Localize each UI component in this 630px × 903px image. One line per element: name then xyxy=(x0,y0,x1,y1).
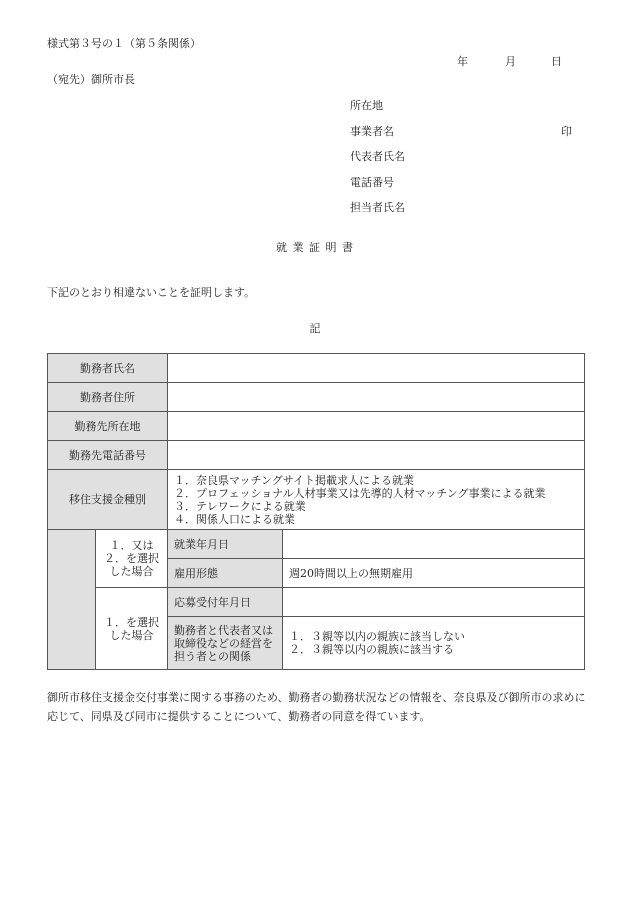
certification-statement: 下記のとおり相違ないことを証明します。 xyxy=(47,286,256,299)
certificate-table xyxy=(47,353,585,670)
indent-spacer xyxy=(48,530,96,670)
date-day: 日 xyxy=(551,55,562,68)
relation-option[interactable]: ２．３親等以内の親族に該当する xyxy=(289,643,454,656)
relation-options[interactable] xyxy=(283,617,585,670)
relation-option[interactable]: １．３親等以内の親族に該当しない xyxy=(289,630,465,643)
subsidy-option[interactable]: ２．プロフェッショナル人材事業又は先導的人材マッチング事業による就業 xyxy=(174,486,546,500)
table-row xyxy=(48,530,585,559)
subsidy-type-label: 移住支援金種別 xyxy=(48,470,168,530)
worker-name-field[interactable] xyxy=(168,354,585,383)
worker-name-label: 勤務者氏名 xyxy=(48,354,168,383)
application-date-field[interactable] xyxy=(283,588,585,617)
subsidy-type-options[interactable] xyxy=(168,470,585,530)
employment-date-label: 就業年月日 xyxy=(168,530,283,559)
subsidy-option[interactable]: ４．関係人口による就業 xyxy=(174,512,295,526)
workplace-address-field[interactable] xyxy=(168,412,585,441)
workplace-phone-field[interactable] xyxy=(168,441,585,470)
employment-type-value: 週20時間以上の無期雇用 xyxy=(283,559,585,588)
consent-note: 御所市移住支援金交付事業に関する事務のため、勤務者の勤務状況などの情報を、奈良県及び御所市の求めに応じて、同県及び同市に提供することについて、勤務者の同意を得ています。 xyxy=(47,691,586,723)
workplace-address-label: 勤務先所在地 xyxy=(48,412,168,441)
employment-type-label: 雇用形態 xyxy=(168,559,283,588)
table-row xyxy=(48,470,585,530)
workplace-phone-label: 勤務先電話番号 xyxy=(48,441,168,470)
worker-address-field[interactable] xyxy=(168,383,585,412)
document-title: 就 業 証 明 書 xyxy=(276,241,354,254)
addressee: （宛先）御所市長 xyxy=(47,73,135,86)
table-row xyxy=(48,441,585,470)
condition-1-label: １．を選択した場合 xyxy=(96,588,168,670)
form-number: 様式第３号の１（第５条関係） xyxy=(47,37,201,50)
table-row xyxy=(48,588,585,617)
table-row xyxy=(48,383,585,412)
subsidy-option[interactable]: ３．テレワークによる就業 xyxy=(174,499,306,513)
application-date-label: 応募受付年月日 xyxy=(168,588,283,617)
date-year: 年 xyxy=(457,55,468,68)
business-name-label: 事業者名 xyxy=(350,125,394,138)
table-row xyxy=(48,412,585,441)
worker-address-label: 勤務者住所 xyxy=(48,383,168,412)
seal-mark: 印 xyxy=(561,125,572,138)
ki-heading: 記 xyxy=(309,322,321,335)
applicant-address-label: 所在地 xyxy=(350,99,383,112)
employment-date-field[interactable] xyxy=(283,530,585,559)
date-month: 月 xyxy=(505,55,516,68)
subsidy-option[interactable]: １．奈良県マッチングサイト掲載求人による就業 xyxy=(174,473,415,487)
phone-label: 電話番号 xyxy=(350,176,394,189)
relation-label: 勤務者と代表者又は取締役などの経営を担う者との関係 xyxy=(168,617,283,670)
table-row xyxy=(48,354,585,383)
contact-person-label: 担当者氏名 xyxy=(350,201,405,214)
condition-1-or-2-label: １．又は２．を選択した場合 xyxy=(96,530,168,588)
representative-label: 代表者氏名 xyxy=(350,150,405,163)
